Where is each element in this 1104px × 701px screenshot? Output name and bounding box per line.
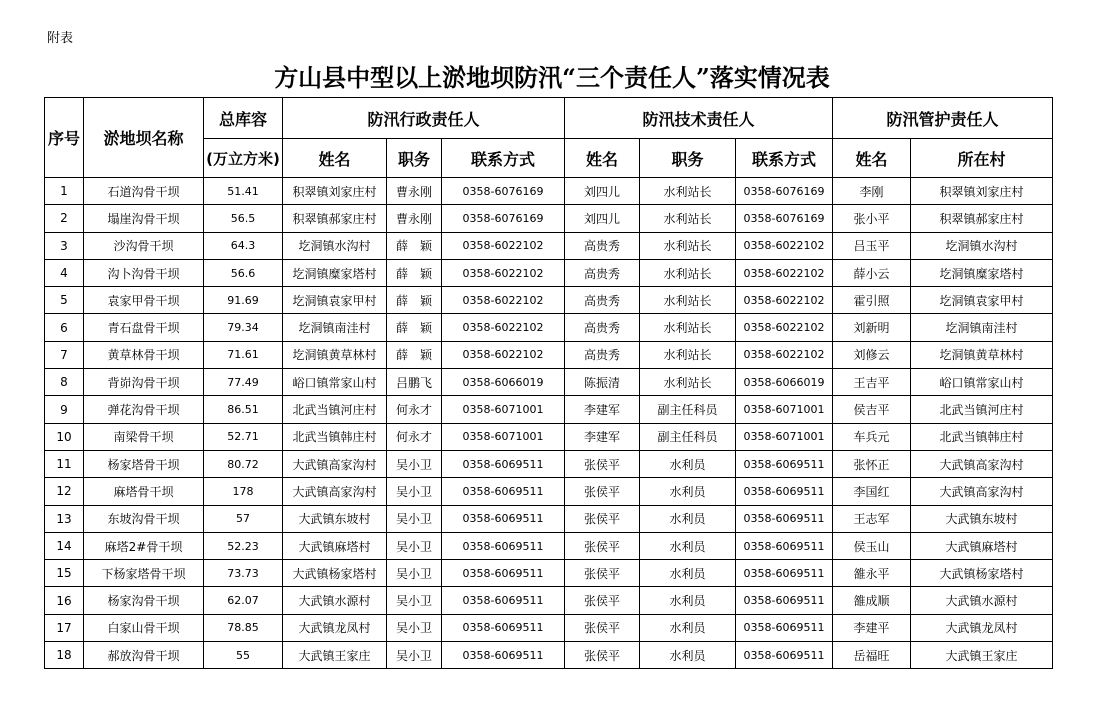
table-row bbox=[45, 341, 1053, 368]
tech-name-cell: 张侯平 bbox=[565, 642, 640, 669]
dam-name-cell: 下杨家塔骨干坝 bbox=[84, 560, 204, 587]
table-row bbox=[45, 614, 1053, 641]
admin-phone-cell: 0358-6022102 bbox=[442, 287, 565, 314]
tech-position-cell: 水利站长 bbox=[640, 287, 736, 314]
seq-cell: 15 bbox=[45, 560, 84, 587]
admin-name-cell: 吕鹏飞 bbox=[387, 369, 442, 396]
header-admin-position: 职务 bbox=[387, 139, 442, 178]
admin-phone-cell: 0358-6022102 bbox=[442, 232, 565, 259]
tech-name-cell: 张侯平 bbox=[565, 505, 640, 532]
dam-name-cell: 麻塔骨干坝 bbox=[84, 478, 204, 505]
admin-phone-cell: 0358-6069511 bbox=[442, 450, 565, 477]
table-row bbox=[45, 560, 1053, 587]
admin-name-cell: 吴小卫 bbox=[387, 450, 442, 477]
guard-name-cell: 霍引照 bbox=[833, 287, 911, 314]
tech-name-cell: 张侯平 bbox=[565, 450, 640, 477]
table-row bbox=[45, 505, 1053, 532]
admin-phone-cell: 0358-6069511 bbox=[442, 532, 565, 559]
capacity-cell: 86.51 bbox=[204, 396, 283, 423]
admin-unit-cell: 圪洞镇水沟村 bbox=[283, 232, 387, 259]
table-row bbox=[45, 178, 1053, 205]
tech-phone-cell: 0358-6022102 bbox=[736, 259, 833, 286]
tech-name-cell: 刘四儿 bbox=[565, 178, 640, 205]
admin-unit-cell: 圪洞镇南洼村 bbox=[283, 314, 387, 341]
guard-name-cell: 王志军 bbox=[833, 505, 911, 532]
dam-name-cell: 杨家沟骨干坝 bbox=[84, 587, 204, 614]
admin-unit-cell: 大武镇杨家塔村 bbox=[283, 560, 387, 587]
dam-name-cell: 袁家甲骨干坝 bbox=[84, 287, 204, 314]
tech-position-cell: 水利员 bbox=[640, 478, 736, 505]
guard-name-cell: 吕玉平 bbox=[833, 232, 911, 259]
dam-name-cell: 青石盘骨干坝 bbox=[84, 314, 204, 341]
guard-name-cell: 侯吉平 bbox=[833, 396, 911, 423]
admin-name-cell: 薛 颖 bbox=[387, 287, 442, 314]
header-admin-group: 防汛行政责任人 bbox=[283, 98, 565, 139]
capacity-cell: 79.34 bbox=[204, 314, 283, 341]
table-row bbox=[45, 287, 1053, 314]
header-tech-group: 防汛技术责任人 bbox=[565, 98, 833, 139]
guard-village-cell: 圪洞镇袁家甲村 bbox=[911, 287, 1053, 314]
tech-phone-cell: 0358-6022102 bbox=[736, 314, 833, 341]
tech-name-cell: 高贵秀 bbox=[565, 259, 640, 286]
capacity-cell: 62.07 bbox=[204, 587, 283, 614]
guard-name-cell: 张小平 bbox=[833, 205, 911, 232]
tech-name-cell: 刘四儿 bbox=[565, 205, 640, 232]
admin-name-cell: 薛 颖 bbox=[387, 341, 442, 368]
seq-cell: 16 bbox=[45, 587, 84, 614]
tech-phone-cell: 0358-6069511 bbox=[736, 642, 833, 669]
admin-phone-cell: 0358-6069511 bbox=[442, 560, 565, 587]
seq-cell: 6 bbox=[45, 314, 84, 341]
dam-name-cell: 杨家塔骨干坝 bbox=[84, 450, 204, 477]
page-title: 方山县中型以上淤地坝防汛“三个责任人”落实情况表 bbox=[274, 63, 830, 92]
tech-position-cell: 副主任科员 bbox=[640, 396, 736, 423]
seq-cell: 17 bbox=[45, 614, 84, 641]
dam-name-cell: 麻塔2#骨干坝 bbox=[84, 532, 204, 559]
capacity-cell: 80.72 bbox=[204, 450, 283, 477]
header-tech-contact: 联系方式 bbox=[736, 139, 833, 178]
tech-phone-cell: 0358-6069511 bbox=[736, 478, 833, 505]
guard-name-cell: 李国红 bbox=[833, 478, 911, 505]
header-seq: 序号 bbox=[45, 98, 84, 178]
tech-phone-cell: 0358-6069511 bbox=[736, 532, 833, 559]
admin-name-cell: 薛 颖 bbox=[387, 232, 442, 259]
tech-name-cell: 高贵秀 bbox=[565, 341, 640, 368]
admin-name-cell: 吴小卫 bbox=[387, 614, 442, 641]
seq-cell: 5 bbox=[45, 287, 84, 314]
header-dam-name: 淤地坝名称 bbox=[84, 98, 204, 178]
tech-position-cell: 水利员 bbox=[640, 642, 736, 669]
tech-name-cell: 陈振清 bbox=[565, 369, 640, 396]
table-row bbox=[45, 205, 1053, 232]
admin-unit-cell: 大武镇王家庄 bbox=[283, 642, 387, 669]
header-guard-village: 所在村 bbox=[911, 139, 1053, 178]
header-tech-name: 姓名 bbox=[565, 139, 640, 178]
guard-village-cell: 大武镇龙凤村 bbox=[911, 614, 1053, 641]
admin-unit-cell: 大武镇水源村 bbox=[283, 587, 387, 614]
tech-position-cell: 水利站长 bbox=[640, 178, 736, 205]
table-body bbox=[45, 178, 1053, 669]
seq-cell: 8 bbox=[45, 369, 84, 396]
tech-position-cell: 水利站长 bbox=[640, 369, 736, 396]
guard-name-cell: 刘修云 bbox=[833, 341, 911, 368]
table-row bbox=[45, 314, 1053, 341]
dam-name-cell: 背峁沟骨干坝 bbox=[84, 369, 204, 396]
seq-cell: 9 bbox=[45, 396, 84, 423]
tech-position-cell: 水利站长 bbox=[640, 314, 736, 341]
capacity-cell: 73.73 bbox=[204, 560, 283, 587]
guard-name-cell: 李刚 bbox=[833, 178, 911, 205]
capacity-cell: 57 bbox=[204, 505, 283, 532]
responsibility-table bbox=[44, 97, 1053, 669]
table-row bbox=[45, 423, 1053, 450]
tech-position-cell: 水利员 bbox=[640, 560, 736, 587]
tech-position-cell: 水利员 bbox=[640, 532, 736, 559]
seq-cell: 14 bbox=[45, 532, 84, 559]
guard-name-cell: 刘新明 bbox=[833, 314, 911, 341]
admin-phone-cell: 0358-6069511 bbox=[442, 614, 565, 641]
tech-name-cell: 李建军 bbox=[565, 423, 640, 450]
admin-unit-cell: 大武镇高家沟村 bbox=[283, 478, 387, 505]
admin-name-cell: 薛 颖 bbox=[387, 259, 442, 286]
guard-name-cell: 车兵元 bbox=[833, 423, 911, 450]
table-row bbox=[45, 232, 1053, 259]
admin-phone-cell: 0358-6069511 bbox=[442, 478, 565, 505]
dam-name-cell: 沟卜沟骨干坝 bbox=[84, 259, 204, 286]
guard-village-cell: 北武当镇河庄村 bbox=[911, 396, 1053, 423]
guard-village-cell: 积翠镇刘家庄村 bbox=[911, 178, 1053, 205]
admin-unit-cell: 峪口镇常家山村 bbox=[283, 369, 387, 396]
capacity-cell: 178 bbox=[204, 478, 283, 505]
admin-name-cell: 何永才 bbox=[387, 423, 442, 450]
admin-phone-cell: 0358-6069511 bbox=[442, 505, 565, 532]
tech-phone-cell: 0358-6066019 bbox=[736, 369, 833, 396]
tech-position-cell: 水利员 bbox=[640, 450, 736, 477]
table-row bbox=[45, 259, 1053, 286]
tech-phone-cell: 0358-6069511 bbox=[736, 505, 833, 532]
guard-village-cell: 大武镇水源村 bbox=[911, 587, 1053, 614]
admin-unit-cell: 积翠镇刘家庄村 bbox=[283, 178, 387, 205]
admin-name-cell: 吴小卫 bbox=[387, 560, 442, 587]
guard-village-cell: 积翠镇郝家庄村 bbox=[911, 205, 1053, 232]
capacity-cell: 51.41 bbox=[204, 178, 283, 205]
guard-name-cell: 岳福旺 bbox=[833, 642, 911, 669]
table-row bbox=[45, 642, 1053, 669]
guard-village-cell: 大武镇王家庄 bbox=[911, 642, 1053, 669]
tech-position-cell: 水利站长 bbox=[640, 259, 736, 286]
admin-phone-cell: 0358-6066019 bbox=[442, 369, 565, 396]
tech-position-cell: 水利站长 bbox=[640, 205, 736, 232]
header-tech-position: 职务 bbox=[640, 139, 736, 178]
admin-unit-cell: 大武镇龙凤村 bbox=[283, 614, 387, 641]
tech-phone-cell: 0358-6071001 bbox=[736, 396, 833, 423]
tech-name-cell: 高贵秀 bbox=[565, 314, 640, 341]
dam-name-cell: 沙沟骨干坝 bbox=[84, 232, 204, 259]
tech-name-cell: 张侯平 bbox=[565, 560, 640, 587]
header-admin-name: 姓名 bbox=[283, 139, 387, 178]
seq-cell: 7 bbox=[45, 341, 84, 368]
tech-phone-cell: 0358-6069511 bbox=[736, 614, 833, 641]
capacity-cell: 55 bbox=[204, 642, 283, 669]
tech-position-cell: 水利员 bbox=[640, 587, 736, 614]
capacity-cell: 56.6 bbox=[204, 259, 283, 286]
admin-unit-cell: 大武镇高家沟村 bbox=[283, 450, 387, 477]
admin-name-cell: 何永才 bbox=[387, 396, 442, 423]
admin-phone-cell: 0358-6071001 bbox=[442, 396, 565, 423]
admin-phone-cell: 0358-6022102 bbox=[442, 314, 565, 341]
admin-unit-cell: 北武当镇河庄村 bbox=[283, 396, 387, 423]
table-row bbox=[45, 396, 1053, 423]
tech-phone-cell: 0358-6076169 bbox=[736, 205, 833, 232]
tech-phone-cell: 0358-6069511 bbox=[736, 560, 833, 587]
admin-phone-cell: 0358-6022102 bbox=[442, 341, 565, 368]
tech-name-cell: 高贵秀 bbox=[565, 287, 640, 314]
admin-unit-cell: 圪洞镇袁家甲村 bbox=[283, 287, 387, 314]
admin-unit-cell: 圪洞镇黄草林村 bbox=[283, 341, 387, 368]
guard-village-cell: 圪洞镇糜家塔村 bbox=[911, 259, 1053, 286]
capacity-cell: 91.69 bbox=[204, 287, 283, 314]
dam-name-cell: 弹花沟骨干坝 bbox=[84, 396, 204, 423]
dam-name-cell: 白家山骨干坝 bbox=[84, 614, 204, 641]
admin-phone-cell: 0358-6022102 bbox=[442, 259, 565, 286]
admin-unit-cell: 北武当镇韩庄村 bbox=[283, 423, 387, 450]
guard-village-cell: 大武镇东坡村 bbox=[911, 505, 1053, 532]
header-guard-name: 姓名 bbox=[833, 139, 911, 178]
header-admin-contact: 联系方式 bbox=[442, 139, 565, 178]
dam-name-cell: 东坡沟骨干坝 bbox=[84, 505, 204, 532]
table-row bbox=[45, 478, 1053, 505]
tech-name-cell: 张侯平 bbox=[565, 587, 640, 614]
table-row bbox=[45, 369, 1053, 396]
guard-village-cell: 圪洞镇黄草林村 bbox=[911, 341, 1053, 368]
table-row bbox=[45, 532, 1053, 559]
admin-phone-cell: 0358-6076169 bbox=[442, 205, 565, 232]
admin-unit-cell: 积翠镇郝家庄村 bbox=[283, 205, 387, 232]
seq-cell: 12 bbox=[45, 478, 84, 505]
admin-name-cell: 吴小卫 bbox=[387, 532, 442, 559]
dam-name-cell: 郝放沟骨干坝 bbox=[84, 642, 204, 669]
admin-name-cell: 曹永刚 bbox=[387, 178, 442, 205]
seq-cell: 2 bbox=[45, 205, 84, 232]
guard-name-cell: 李建平 bbox=[833, 614, 911, 641]
annex-label: 附表 bbox=[47, 31, 74, 46]
guard-village-cell: 大武镇杨家塔村 bbox=[911, 560, 1053, 587]
tech-name-cell: 张侯平 bbox=[565, 478, 640, 505]
capacity-cell: 71.61 bbox=[204, 341, 283, 368]
admin-phone-cell: 0358-6076169 bbox=[442, 178, 565, 205]
seq-cell: 18 bbox=[45, 642, 84, 669]
guard-name-cell: 侯玉山 bbox=[833, 532, 911, 559]
admin-name-cell: 吴小卫 bbox=[387, 505, 442, 532]
tech-phone-cell: 0358-6022102 bbox=[736, 232, 833, 259]
tech-phone-cell: 0358-6069511 bbox=[736, 450, 833, 477]
tech-position-cell: 水利员 bbox=[640, 614, 736, 641]
table-row bbox=[45, 587, 1053, 614]
seq-cell: 3 bbox=[45, 232, 84, 259]
header-capacity-unit: (万立方米) bbox=[204, 139, 283, 178]
tech-position-cell: 水利站长 bbox=[640, 232, 736, 259]
tech-name-cell: 张侯平 bbox=[565, 532, 640, 559]
capacity-cell: 78.85 bbox=[204, 614, 283, 641]
header-guard-group: 防汛管护责任人 bbox=[833, 98, 1053, 139]
capacity-cell: 64.3 bbox=[204, 232, 283, 259]
guard-village-cell: 圪洞镇水沟村 bbox=[911, 232, 1053, 259]
guard-name-cell: 雒永平 bbox=[833, 560, 911, 587]
admin-unit-cell: 圪洞镇糜家塔村 bbox=[283, 259, 387, 286]
guard-village-cell: 峪口镇常家山村 bbox=[911, 369, 1053, 396]
seq-cell: 11 bbox=[45, 450, 84, 477]
admin-phone-cell: 0358-6071001 bbox=[442, 423, 565, 450]
admin-phone-cell: 0358-6069511 bbox=[442, 587, 565, 614]
tech-name-cell: 李建军 bbox=[565, 396, 640, 423]
tech-position-cell: 副主任科员 bbox=[640, 423, 736, 450]
tech-position-cell: 水利站长 bbox=[640, 341, 736, 368]
guard-village-cell: 大武镇高家沟村 bbox=[911, 478, 1053, 505]
admin-name-cell: 吴小卫 bbox=[387, 587, 442, 614]
guard-village-cell: 圪洞镇南洼村 bbox=[911, 314, 1053, 341]
tech-name-cell: 高贵秀 bbox=[565, 232, 640, 259]
admin-name-cell: 吴小卫 bbox=[387, 642, 442, 669]
tech-phone-cell: 0358-6022102 bbox=[736, 341, 833, 368]
capacity-cell: 56.5 bbox=[204, 205, 283, 232]
capacity-cell: 77.49 bbox=[204, 369, 283, 396]
tech-phone-cell: 0358-6022102 bbox=[736, 287, 833, 314]
admin-name-cell: 曹永刚 bbox=[387, 205, 442, 232]
admin-phone-cell: 0358-6069511 bbox=[442, 642, 565, 669]
admin-unit-cell: 大武镇东坡村 bbox=[283, 505, 387, 532]
tech-phone-cell: 0358-6076169 bbox=[736, 178, 833, 205]
guard-village-cell: 大武镇麻塔村 bbox=[911, 532, 1053, 559]
guard-name-cell: 薛小云 bbox=[833, 259, 911, 286]
tech-phone-cell: 0358-6071001 bbox=[736, 423, 833, 450]
capacity-cell: 52.23 bbox=[204, 532, 283, 559]
dam-name-cell: 塌崖沟骨干坝 bbox=[84, 205, 204, 232]
guard-village-cell: 大武镇高家沟村 bbox=[911, 450, 1053, 477]
seq-cell: 4 bbox=[45, 259, 84, 286]
admin-name-cell: 薛 颖 bbox=[387, 314, 442, 341]
admin-unit-cell: 大武镇麻塔村 bbox=[283, 532, 387, 559]
tech-name-cell: 张侯平 bbox=[565, 614, 640, 641]
seq-cell: 10 bbox=[45, 423, 84, 450]
seq-cell: 1 bbox=[45, 178, 84, 205]
admin-name-cell: 吴小卫 bbox=[387, 478, 442, 505]
guard-village-cell: 北武当镇韩庄村 bbox=[911, 423, 1053, 450]
tech-phone-cell: 0358-6069511 bbox=[736, 587, 833, 614]
header-capacity: 总库容 bbox=[204, 98, 283, 139]
table-row bbox=[45, 450, 1053, 477]
tech-position-cell: 水利员 bbox=[640, 505, 736, 532]
guard-name-cell: 雒成顺 bbox=[833, 587, 911, 614]
dam-name-cell: 黄草林骨干坝 bbox=[84, 341, 204, 368]
guard-name-cell: 张怀正 bbox=[833, 450, 911, 477]
dam-name-cell: 南梁骨干坝 bbox=[84, 423, 204, 450]
guard-name-cell: 王吉平 bbox=[833, 369, 911, 396]
dam-name-cell: 石道沟骨干坝 bbox=[84, 178, 204, 205]
seq-cell: 13 bbox=[45, 505, 84, 532]
capacity-cell: 52.71 bbox=[204, 423, 283, 450]
